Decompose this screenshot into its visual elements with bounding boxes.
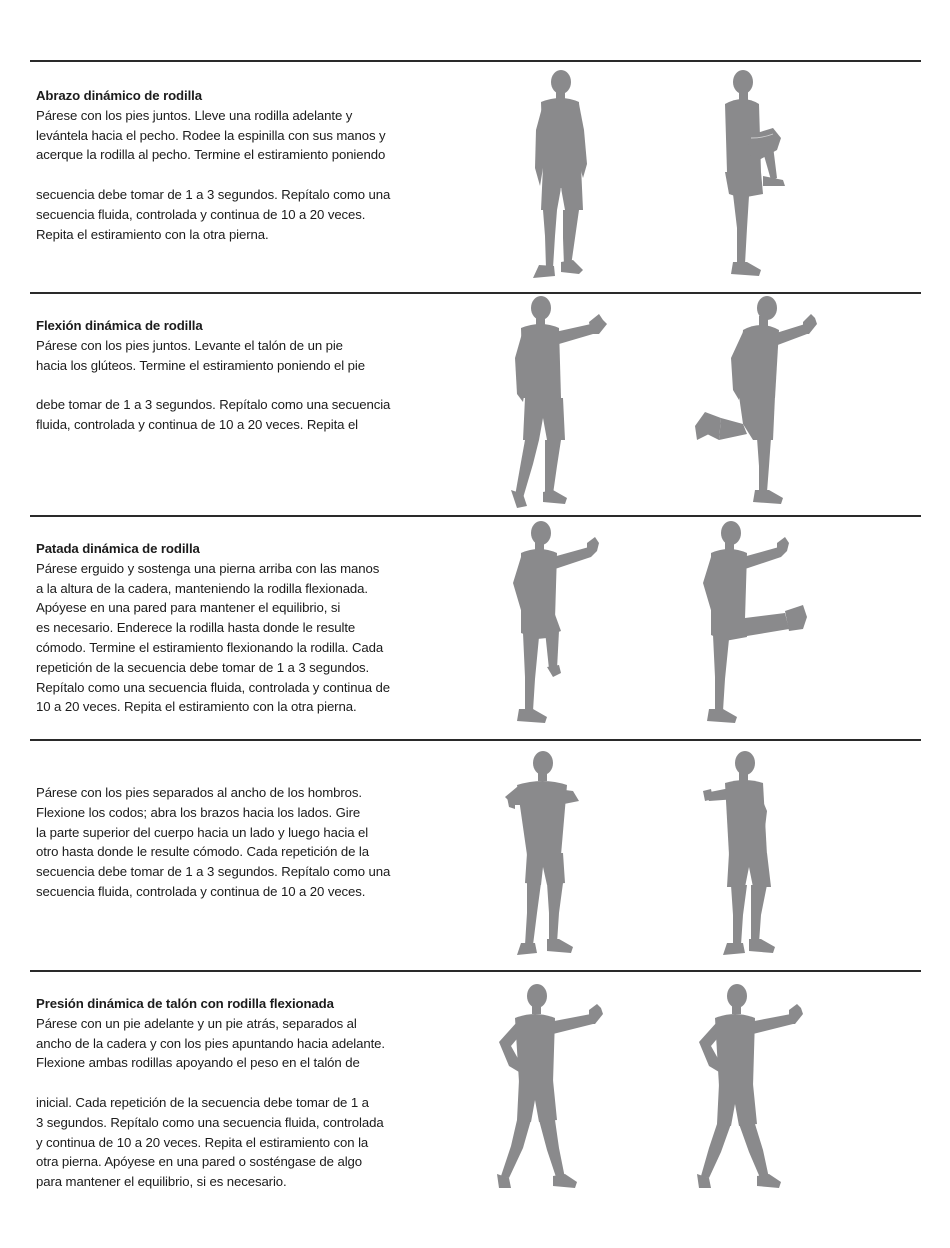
illustration-pair	[491, 62, 891, 292]
exercise-description	[36, 994, 416, 1192]
description-line: 3 segundos. Repítalo como una secuencia fluida, controlada	[36, 1114, 384, 1130]
exercise-page	[30, 60, 921, 1210]
description-line: Párese con los pies separados al ancho de los hombros.	[36, 785, 362, 800]
description-line: para mantener el equilibrio, si es necesario.	[36, 1174, 287, 1190]
description-line: Párese con un pie adelante y un pie atrás, separados al	[36, 1015, 357, 1031]
description-line: fluida, controlada y continua de 10 a 20 veces. Repita el	[36, 416, 359, 432]
exercise-description	[36, 539, 416, 717]
description-line: levántela hacia el pecho. Rodee la espinilla con sus manos y	[36, 127, 386, 143]
illustration-pair	[491, 294, 891, 515]
description-line: y continua de 10 a 20 veces. Repita el estiramiento con la	[36, 1134, 369, 1150]
exercise-description	[36, 316, 416, 435]
description-line: acerque la rodilla al pecho. Termine el estiramiento poniendo	[36, 147, 386, 163]
description-line: a la altura de la cadera, manteniendo la rodilla flexionada.	[36, 580, 368, 596]
description-line: repetición de la secuencia debe tomar de 1 a 3 segundos.	[36, 659, 370, 675]
exercise-description	[36, 783, 416, 902]
exercise-title: Presión dinámica de talón con rodilla flexionada	[36, 996, 334, 1011]
description-line: Flexione ambas rodillas apoyando el peso en el talón de	[36, 1055, 360, 1071]
knee-hug-figure-illustration	[711, 68, 791, 283]
exercise-title: Patada dinámica de rodilla	[36, 541, 200, 556]
exercise-section-heel-press	[30, 970, 921, 1210]
exercise-section-torso-rotation	[30, 739, 921, 970]
split-stance-lunge-figure-illustration	[691, 982, 811, 1194]
description-line: Párese con los pies juntos. Lleve una rodilla adelante y	[36, 107, 353, 123]
description-line	[36, 1073, 416, 1093]
description-line: Flexione los codos; abra los brazos hacia los lados. Gire	[36, 804, 361, 820]
exercise-title: Flexión dinámica de rodilla	[36, 318, 203, 333]
description-line: Repita el estiramiento con la otra pierna.	[36, 226, 269, 242]
description-line: Párese con los pies juntos. Levante el talón de un pie	[36, 337, 343, 353]
description-line: la parte superior del cuerpo hacia un lado y luego hacia el	[36, 824, 369, 840]
bent-knee-raise-figure-illustration	[497, 519, 607, 731]
description-line: secuencia fluida, controlada y continua de 10 a 20 veces.	[36, 883, 366, 899]
illustration-pair	[491, 517, 891, 739]
illustration-pair	[491, 741, 891, 970]
description-line: otro hasta donde le resulte cómodo. Cada repetición de la	[36, 844, 369, 860]
heel-kick-figure-illustration	[691, 294, 821, 514]
description-line: 10 a 20 veces. Repita el estiramiento con la otra pierna.	[36, 699, 357, 715]
torso-twist-figure-illustration	[501, 749, 591, 961]
exercise-title: Abrazo dinámico de rodilla	[36, 88, 202, 103]
split-stance-figure-illustration	[491, 982, 611, 1194]
exercise-section-knee-flexion	[30, 292, 921, 515]
description-line: Repítalo como una secuencia fluida, controlada y continua de	[36, 679, 390, 695]
description-line	[36, 165, 416, 185]
description-line: debe tomar de 1 a 3 segundos. Repítalo como una secuencia	[36, 397, 391, 413]
description-line: es necesario. Enderece la rodilla hasta donde le resulte	[36, 620, 356, 636]
description-line: hacia los glúteos. Termine el estiramiento poniendo el pie	[36, 357, 365, 373]
description-line: secuencia debe tomar de 1 a 3 segundos. Repítalo como una	[36, 186, 391, 202]
description-line: Apóyese en una pared para mantener el equilibrio, si	[36, 600, 341, 616]
description-line	[36, 375, 416, 395]
torso-twist-side-figure-illustration	[701, 749, 791, 961]
standing-arm-raised-figure-illustration	[503, 294, 613, 514]
description-line: inicial. Cada repetición de la secuencia debe tomar de 1 a	[36, 1094, 369, 1110]
description-line: cómodo. Termine el estiramiento flexionando la rodilla. Cada	[36, 639, 384, 655]
exercise-section-knee-hug	[30, 60, 921, 292]
exercise-section-knee-kick	[30, 515, 921, 739]
description-line: otra pierna. Apóyese en una pared o sosténgase de algo	[36, 1154, 363, 1170]
description-line: secuencia fluida, controlada y continua de 10 a 20 veces.	[36, 206, 366, 222]
description-line: Párese erguido y sostenga una pierna arriba con las manos	[36, 560, 380, 576]
leg-kick-extended-figure-illustration	[685, 519, 815, 731]
illustration-pair	[491, 972, 891, 1210]
exercise-description	[36, 86, 416, 244]
description-line: ancho de la cadera y con los pies apuntando hacia adelante.	[36, 1035, 385, 1051]
description-line: secuencia debe tomar de 1 a 3 segundos. Repítalo como una	[36, 864, 391, 880]
standing-figure-illustration	[521, 68, 591, 283]
